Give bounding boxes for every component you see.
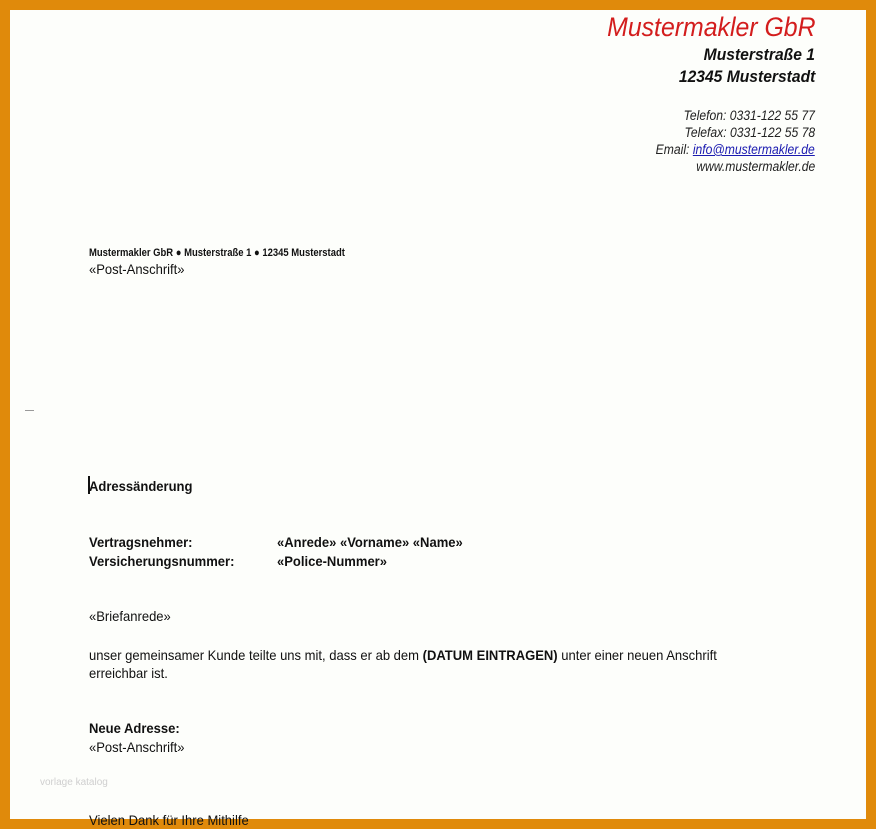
new-address-label: Neue Adresse: (89, 720, 180, 736)
contractor-label: Vertragsnehmer: (89, 534, 193, 550)
sender-return-line: Mustermakler GbR ● Musterstraße 1 ● 12345 Musterstadt (89, 247, 345, 259)
company-website: www.mustermakler.de (695, 159, 815, 174)
policy-label: Versicherungsnummer: (89, 553, 235, 569)
paragraph-text-after: unter einer neuen Anschrift erreichbar ist. (89, 647, 717, 681)
recipient-address-field: «Post-Anschrift» (89, 261, 185, 277)
email-link[interactable]: info@mustermakler.de (693, 142, 815, 157)
salutation: «Briefanrede» (89, 608, 171, 624)
watermark-text: vorlage katalog (40, 777, 108, 788)
date-placeholder: (DATUM EINTRAGEN) (422, 647, 558, 663)
fold-mark (25, 410, 34, 411)
company-street: Musterstraße 1 (703, 45, 815, 64)
company-name: Mustermakler GbR (607, 12, 816, 42)
body-paragraph (89, 646, 768, 682)
closing-line: Vielen Dank für Ihre Mithilfe (89, 812, 249, 828)
new-address-field: «Post-Anschrift» (89, 739, 185, 755)
company-fax: Telefax: 0331-122 55 78 (684, 125, 815, 140)
paragraph-text-before: unser gemeinsamer Kunde teilte uns mit, dass er ab dem (89, 647, 423, 663)
company-phone: Telefon: 0331-122 55 77 (683, 108, 815, 123)
email-label: Email: (655, 142, 694, 157)
subject-line: Adressänderung (89, 478, 193, 494)
company-email (656, 142, 815, 157)
policy-value: «Police-Nummer» (277, 553, 388, 569)
contractor-value: «Anrede» «Vorname» «Name» (277, 534, 463, 550)
company-city: 12345 Musterstadt (678, 67, 815, 86)
document-page (10, 10, 866, 828)
